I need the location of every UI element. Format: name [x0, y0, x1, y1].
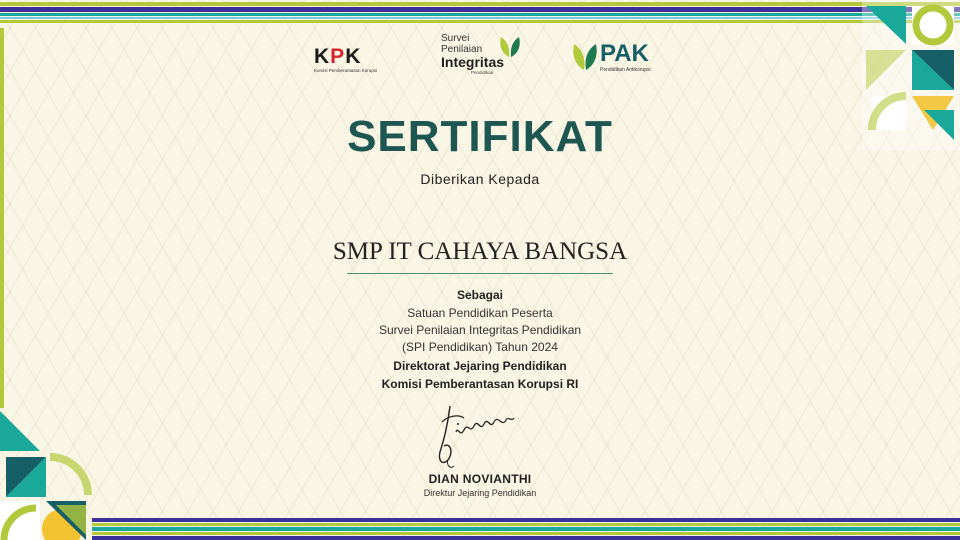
- bottom-stripes: [92, 516, 960, 540]
- as-label: Sebagai: [456, 288, 504, 302]
- spi-logo-line2: Penilaian: [441, 44, 483, 55]
- pak-logo-word: PAK: [600, 40, 649, 67]
- pak-logo: [570, 40, 665, 80]
- signer-name: DIAN NOVIANTHI: [428, 472, 532, 486]
- kpk-logo: [314, 46, 396, 74]
- pak-logo-subtitle: Pendidikan Antikorupsi: [600, 67, 651, 73]
- spi-logo-line1: Survei: [441, 33, 470, 44]
- given-to-label: Diberikan Kepada: [420, 171, 540, 187]
- spi-logo-line3: Integritas: [441, 54, 505, 70]
- spi-logo-line4: Pendidikan: [471, 70, 494, 75]
- role-line-3: (SPI Pendidikan) Tahun 2024: [402, 340, 558, 354]
- kpk-letter-k: K: [314, 45, 331, 68]
- role-line-1: Satuan Pendidikan Peserta: [407, 306, 553, 320]
- top-stripes: [0, 0, 960, 26]
- issuer-line-1: Direktorat Jejaring Pendidikan: [393, 359, 567, 373]
- kpk-logo-subtitle: Komisi Pemberantasan Korupsi: [314, 68, 378, 73]
- leaf-icon: [497, 35, 523, 59]
- pak-leaf-icon: [570, 42, 600, 72]
- recipient-name: SMP IT CAHAYA BANGSA: [332, 238, 628, 265]
- recipient-underline: [347, 273, 613, 274]
- signer-title: Direktur Jejaring Pendidikan: [423, 488, 537, 498]
- certificate-title: SERTIFIKAT: [347, 112, 613, 161]
- role-line-2: Survei Penilaian Integritas Pendidikan: [378, 323, 582, 337]
- kpk-letter-p: P: [330, 45, 346, 68]
- handwritten-signature: [428, 402, 528, 472]
- logo-row: [0, 30, 960, 80]
- issuer-line-2: Komisi Pemberantasan Korupsi RI: [381, 377, 579, 391]
- spi-logo: [441, 33, 526, 76]
- kpk-letter-k2: K: [345, 45, 362, 68]
